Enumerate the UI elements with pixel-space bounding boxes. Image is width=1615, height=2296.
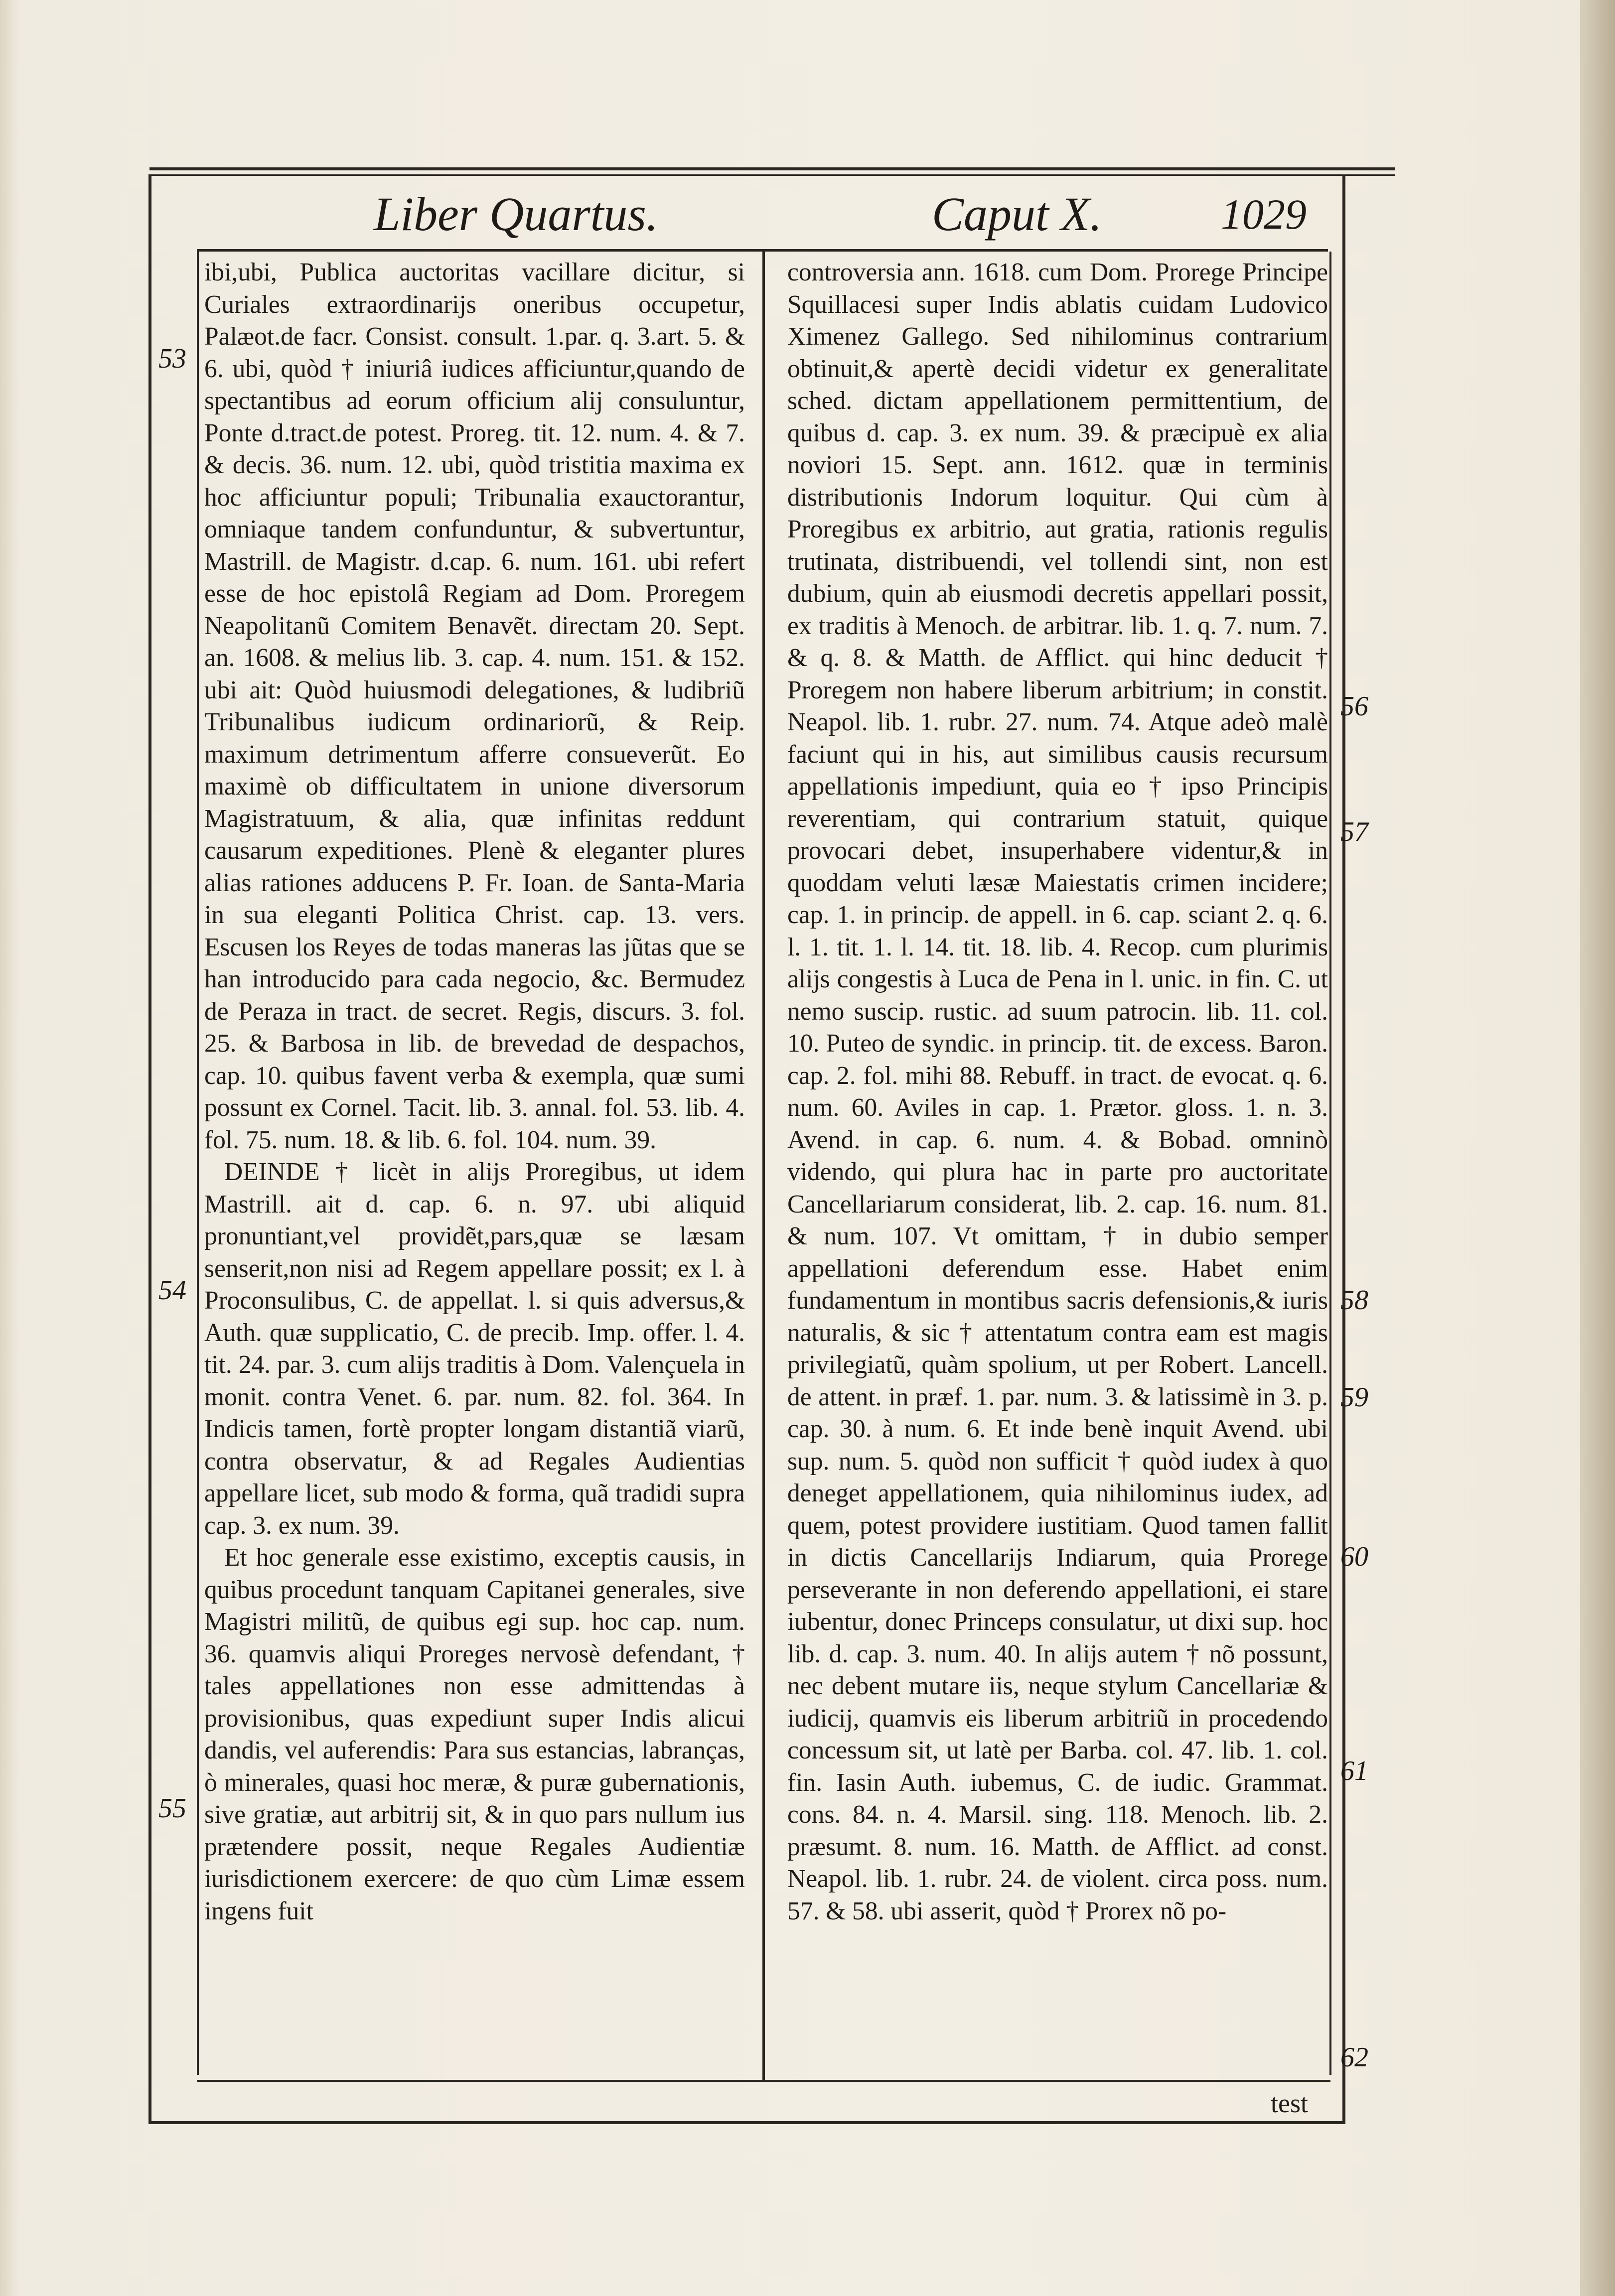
right-column-rule xyxy=(1329,252,1331,2075)
margin-number: 54 xyxy=(158,1275,186,1306)
paragraph: controversia ann. 1618. cum Dom. Prorege Principe Squillacesi super Indis ablatis cuidam Ludovico Ximenez Gallego. Sed nihilominus contrarium obtinuit,& apertè decidi videtur ex generalitate sched. dictam appellationem permittentium, de quibus d. cap. 3. ex num. 39. & præcipuè ex alia noviori 15. Sept. ann. 1612. quæ in terminis distributionis Indorum loquitur. Qui cùm à Proregibus ex arbitrio, aut gratia, rationis regulis trutinata, distribuendi, vel tollendi sint, non est dubium, quin ab eiusmodi decretis appellari possit, ex traditis à Menoch. de arbitrar. lib. 1. q. 7. num. 7. & q. 8. & Matth. de Afflict. qui hinc deducit † Proregem non habere liberum arbitrium; in constit. Neapol. lib. 1. rubr. 27. num. 74. Atque adeò malè faciunt qui in his, aut similibus causis recursum appellationis impediunt, quia eo † ipso Principis reverentiam, qui contrarium statuit, quique provocari debet, insuperhabere videntur,& in quoddam veluti læsæ Maiestatis crimen incidere; cap. 1. in princip. de appell. in 6. cap. sciant 2. q. 6. l. 1. tit. 1. l. 14. tit. 18. lib. 4. Recop. cum plurimis alijs congestis à Luca de Pena in l. unic. in fin. C. ut nemo suscip. rustic. ad suum patrocin. lib. 11. col. 10. Puteo de syndic. in princip. tit. de excess. Baron. cap. 2. fol. mihi 88. Rebuff. in tract. de evocat. q. 6. num. 60. Aviles in cap. 1. Prætor. gloss. 1. n. 3. Avend. in cap. 6. num. 4. & Bobad. omninò videndo, qui plura hac in parte pro auctoritate Cancellariarum considerat, lib. 2. cap. 16. num. 81. & num. 107. Vt omittam, † in dubio semper appellationi deferendum esse. Habet enim fundamentum in montibus sacris defensionis,& iuris naturalis, & sic † attentatum contra eam est magis privilegiatũ, quàm spolium, ut per Robert. Lancell. de attent. in præf. 1. par. num. 3. & latissimè in 3. p. cap. 30. à num. 6. Et inde benè inquit Avend. ubi sup. num. 5. quòd non sufficit † quòd iudex à quo deneget appellationem, quia nihilominus iudex, ad quem, potest providere iustitiam. Quod tamen fallit in dictis Cancellarijs Indiarum, quia Prorege perseverante in non deferendo appellationi, ei stare iubentur, donec Princeps consulatur, ut dixi sup. hoc lib. d. cap. 3. num. 40. In alijs autem † nõ possunt, nec debent mutare iis, neque stylum Cancellariæ & iudicij, quamvis eis liberum arbitriũ in procedendo concessum sit, ut latè per Barba. col. 47. lib. 1. col. fin. Iasin Auth. iubemus, C. de iudic. Grammat. cons. 84. n. 4. Marsil. sing. 118. Menoch. lib. 2. præsumt. 8. num. 16. Matth. de Afflict. ad const. Neapol. lib. 1. rubr. 24. de violent. circa poss. num. 57. & 58. ubi asserit, quòd † Prorex nõ po- xyxy=(787,258,1328,1925)
left-column xyxy=(204,257,745,2080)
frame-right-rule xyxy=(1342,174,1345,2124)
left-column-rule xyxy=(197,252,199,2075)
top-rule xyxy=(149,167,1395,170)
frame-left-rule xyxy=(148,174,151,2124)
margin-number: 61 xyxy=(1340,1756,1368,1786)
margin-number: 56 xyxy=(1340,691,1368,722)
margin-number: 57 xyxy=(1340,816,1368,847)
chapter-title: Caput X. xyxy=(932,187,1102,241)
margin-number: 53 xyxy=(158,343,186,374)
margin-number: 60 xyxy=(1340,1541,1368,1572)
margin-number: 58 xyxy=(1340,1285,1368,1316)
running-header xyxy=(164,184,1340,244)
column-separator xyxy=(762,252,765,2080)
text-bottom-rule xyxy=(197,2080,1330,2082)
margin-number: 59 xyxy=(1340,1382,1368,1413)
catchword: test xyxy=(1271,2088,1308,2118)
paragraph: DEINDE † licèt in alijs Proregibus, ut idem Mastrill. ait d. cap. 6. n. 97. ubi aliquid pronuntiant,vel providẽt,pars,quæ se læsam senserit,non nisi ad Regem appellare possit; ex l. à Proconsulibus, C. de appellat. l. si quis adversus,& Auth. quæ supplicatio, C. de precib. Imp. offer. l. 4. tit. 24. par. 3. cum alijs traditis à Dom. Valençuela in monit. contra Venet. 6. par. num. 82. fol. 364. In Indicis tamen, fortè propter longam distantiã viarũ, contra observatur, & ad Regales Audientias appellare licet, sub modo & forma, quã tradidi supra cap. 3. ex num. 39. xyxy=(204,1158,745,1540)
frame-bottom-rule xyxy=(148,2121,1345,2124)
paragraph: ibi,ubi, Publica auctoritas vacillare dicitur, si Curiales extraordinarijs oneribus occupetur, Palæot.de facr. Consist. consult. 1.par. q. 3.art. 5. & 6. ubi, quòd † iniuriâ iudices afficiuntur,quando de spectantibus ad eorum officium alij consuluntur, Ponte d.tract.de potest. Proreg. tit. 12. num. 4. & 7. & decis. 36. num. 12. ubi, quòd tristitia maxima ex hoc afficiuntur populi; Tribunalia exauctorantur, omniaque tandem confunduntur, & subvertuntur, Mastrill. de Magistr. d.cap. 6. num. 161. ubi refert esse de hoc epistolâ Regiam ad Dom. Proregem Neapolitanũ Comitem Benavẽt. directam 20. Sept. an. 1608. & melius lib. 3. cap. 4. num. 151. & 152. ubi ait: Quòd huiusmodi delegationes, & ludibriũ Tribunalibus iudicum ordinariorũ, & Reip. maximum detrimentum afferre consueverũt. Eo maximè ob difficultatem in unione diversorum Magistratuum, & alia, quæ infinitas reddunt causarum expeditiones. Plenè & eleganter plures alias rationes adducens P. Fr. Ioan. de Santa-Maria in sua eleganti Politica Christ. cap. 13. vers. Escusen los Reyes de todas maneras las jũtas que se han introducido para cada negocio, &c. Bermudez de Peraza in tract. de secret. Regis, discurs. 3. fol. 25. & Barbosa in lib. de brevedad de despachos, cap. 10. quibus favent verba & exempla, quæ sumi possunt ex Cornel. Tacit. lib. 3. annal. fol. 53. lib. 4. fol. 75. num. 18. & lib. 6. fol. 104. num. 39. xyxy=(204,258,745,1154)
top-rule-inner xyxy=(149,174,1395,176)
paragraph: Et hoc generale esse existimo, exceptis causis, in quibus procedunt tanquam Capitanei generales, sive Magistri militũ, de quibus egi sup. hoc cap. num. 36. quamvis aliqui Proreges nervosè defendant, † tales appellationes non esse admittendas à provisionibus, quas expediunt super Indis alicui dandis, vel auferendis: Para sus estancias, labranças, ò minerales, quasi hoc meræ, & puræ gubernationis, sive gratiæ, aut arbitrij sit, & in quo pars nullum ius prætendere possit, neque Regales Audientiæ iurisdictionem exercere: de quo cùm Limæ essem ingens fuit xyxy=(204,1543,745,1925)
right-column xyxy=(787,257,1328,2080)
book-title: Liber Quartus. xyxy=(374,187,658,241)
margin-number: 55 xyxy=(158,1793,186,1824)
margin-number: 62 xyxy=(1340,2042,1368,2073)
page-edge xyxy=(1580,0,1615,2296)
page-number: 1029 xyxy=(1221,190,1307,238)
